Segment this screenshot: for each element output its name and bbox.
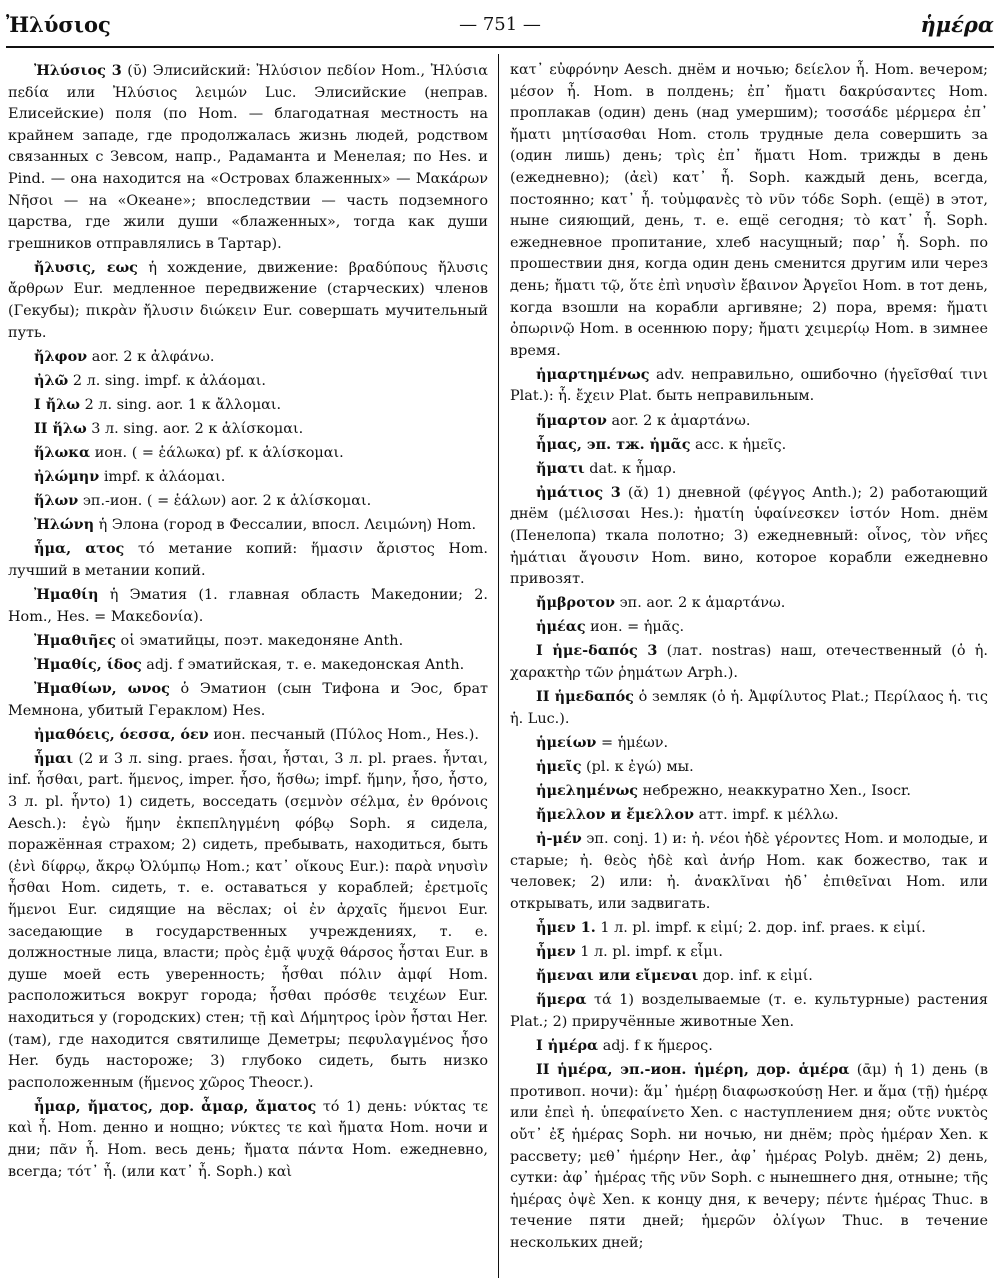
entry-headword: ἧμαι (34, 749, 74, 767)
entry-text: τό метание копий: ἥμασιν ἄριστος Hom. лучший в метании копий. (8, 541, 488, 580)
entry-text: 1 л. pl. impf. к εἶμι. (575, 944, 723, 961)
entry-headword: ἥλωκα (34, 444, 91, 462)
entry-headword: Ἠμαθίς, ίδος (34, 655, 142, 673)
entry-headword: ἦμαρ, ἤματος, дор. ἆμαρ, ἄματος (34, 1097, 317, 1115)
entry-headword: I ἡμέρα (536, 1037, 599, 1055)
entry-text: τά 1) возделываемые (т. е. культурные) растения Plat.; 2) приручённые животные Xen. (510, 992, 988, 1030)
dictionary-entry (8, 538, 488, 582)
entry-text: aor. 2 к ἀλφάνω. (87, 348, 215, 365)
dictionary-entry (510, 804, 988, 827)
left-running-head: Ἠλύσιος (6, 12, 111, 37)
entry-text: acc. к ἡμεῖς. (690, 436, 787, 453)
entry-headword: ἤλυσις, εως (34, 258, 138, 276)
dictionary-entry (510, 732, 988, 755)
entry-text: ἡ Эматия (1. главная область Македонии; 2. Hom., Hes. = Μακεδονία). (8, 587, 488, 625)
dictionary-entry (510, 434, 988, 457)
entry-headword: ἤμεναι или εἴμεναι (536, 967, 699, 985)
entry-text: дор. inf. к εἰμί. (698, 968, 813, 985)
entry-text: = ἡμέων. (596, 734, 669, 751)
entry-headword: ἡμέας (536, 618, 586, 636)
dictionary-entry (510, 941, 988, 964)
entry-headword: II ἥλω (34, 420, 87, 437)
dictionary-entry (8, 1096, 488, 1183)
dictionary-entry (510, 60, 988, 362)
entry-text: ἡ Элона (город в Фессалии, впосл. Λειμώνη) Hom. (94, 517, 477, 534)
entry-headword: I ἡμε-δαπός 3 (536, 642, 658, 660)
left-column (8, 60, 488, 1278)
dictionary-entry (510, 364, 988, 408)
entry-text: 1 л. pl. impf. к εἰμί; 2. дор. inf. praes. к εἰμί. (595, 920, 926, 937)
dictionary-entry (8, 490, 488, 513)
entry-text: impf. к ἀλάομαι. (99, 469, 226, 486)
dictionary-entry (510, 1059, 988, 1254)
entry-headword: ἤλφον (34, 347, 88, 365)
entry-text: атт. impf. к μέλλω. (694, 807, 839, 824)
dictionary-entry (8, 60, 488, 255)
entry-text: ион. песчаный (Πύλος Hom., Hes.). (208, 726, 479, 743)
dictionary-entry (510, 686, 988, 730)
entry-text: (2 и 3 л. sing. praes. ἧσαι, ἧσται, 3 л. pl. praes. ἧνται, inf. ἧσθαι, part. ἥμενος, imper. ἧσο, ἥσθω; impf. ἥμην, ἧσο, ἧστο, 3 л. pl. ἧντο) 1) сидеть, восседать (σεμνὸν σέλμα, ἐν θρόνοις Aesch.): ἐγὼ ἥμην ἐκπεπληγμένη φόβῳ Soph. я сидела, поражённая страхом; 2) сидеть, пребывать, находиться, быть (ἐνὶ δίφρῳ, ἄκρῳ Ὀλύμπῳ Hom.; κατ᾽ οἴκους Eur.): παρὰ νηυσὶν ἧσθαι Hom. сидеть, т. е. оставаться у кораблей; ἐρετμοῖς ἥμενοι Eur. сидящие на вёслах; οἱ ἐν ἀρχαῖς ἥμενοι Eur. заседающие в государственных учреждениях, т. е. должностные лица, власти; πρὸς ἐμᾷ ψυχᾷ θάρσος ἧσται Eur. в душе моей есть уверенность; ἧσθαι πόλιν ἀμφί Hom. расположиться вокруг города; ἧσθαι πρόσθε τειχέων Eur. находиться у (городских) стен; τῇ καὶ Δήμητρος ἱρὸν ἧσται Her. (там), где находится святилище Деметры; πεφυλαγμένος ἧσο Her. будь настороже; 3) глубоко сидеть, быть низко расположенным (ἥμενος χῶρος Theocr.). (8, 750, 488, 1091)
entry-headword: ἤμβροτον (536, 594, 615, 612)
entry-text: (ῠ) Элисийский: Ἠλύσιον πεδίον Hom., Ἠλύσια πεδία или Ἠλύσιος λειμών Luc. Элисийские (неправ. Елисейские) поля (по Hom. — благодатная местность на крайнем западе, где продолжалась жизнь людей, родством связанных с Зевсом, напр., Радаманта и Менелая; по Hes. и Pind. — она находится на «Островах блаженных» — Μακάρων Νῆσοι — на «Океане»; впоследствии — часть подземного царства, где жили души «блаженных», тогда как души грешников отправлялись в Тартар). (8, 63, 488, 252)
entry-text: adj. f к ἥμερος. (598, 1038, 713, 1055)
entry-headword: ἠμαθόεις, όεσσα, όεν (34, 725, 209, 743)
column-divider (498, 54, 499, 1278)
entry-text: 3 л. sing. aor. 2 к ἁλίσκομαι. (86, 421, 304, 437)
entry-headword: ἡμελημένως (536, 782, 639, 799)
dictionary-entry (8, 654, 488, 677)
entry-text: (ᾱμ) ἡ 1) день (в противоп. ночи): ἅμ᾽ ἡμέρῃ διαφωσκούσῃ Her. и ἅμα (τῇ) ἡμέρᾳ или ἐπεὶ ἡ. ὑπεφαίνετο Xen. с наступлением дня; οὔτε νυκτὸς οὔτ᾽ ἐξ ἡμέρας Soph. ни ночью, ни днём; πρὸς ἡμέραν Xen. к рассвету; μεθ᾽ ἡμέρην Her., ἀφ᾽ ἡμέρας Polyb. днём; 2) день, сутки: ἀφ᾽ ἡμέρας τῆς νῦν Soph. с нынешнего дня, отныне; τῆς ἡμέρας ὀψὲ Xen. к концу дня, к вечеру; πέντε ἡμέρας Thuc. в течение пяти дней; ἡμερῶν ὀλίγων Thuc. в течение нескольких дней; (510, 1062, 988, 1251)
entry-headword: ἠ-μέν (536, 830, 582, 848)
dictionary-entry (510, 756, 988, 779)
dictionary-entry (510, 616, 988, 639)
entry-headword: ἠλώμην (34, 468, 100, 486)
entry-text: dat. к ἦμαρ. (584, 460, 677, 477)
entry-headword: ἦμεν (536, 943, 576, 961)
dictionary-entry (510, 989, 988, 1033)
dictionary-entry (8, 724, 488, 747)
entry-text: ἡ хождение, движение: βραδύπους ἤλυσις ἄρθρων Eur. медленное передвижение (старческих) членов (Гекубы); πικρὰν ἤλυσιν διώκειν Eur. совершать мучительный путь. (8, 259, 488, 341)
dictionary-entry (8, 346, 488, 369)
dictionary-entry (510, 458, 988, 481)
entry-text: эп. conj. 1) и: ἠ. νέοι ἠδὲ γέροντες Hom. и молодые, и старые; ἠ. θεὸς ἠδὲ καὶ ἀνήρ Hom. как божество, так и человек; 2) или: ἠ. ἀνακλῖναι ἠδ᾽ ἐπιθεῖναι Hom. или открывать, или задвигать. (510, 831, 988, 912)
entry-headword: II ἡμεδαπός (536, 688, 634, 706)
entry-headword: ἥμαρτον (536, 411, 607, 429)
dictionary-entry (8, 514, 488, 537)
dictionary-entry (510, 965, 988, 988)
entry-headword: Ἠμαθιῆες (34, 631, 116, 649)
entry-text: aor. 2 к ἁμαρτάνω. (606, 412, 751, 429)
dictionary-entry (8, 584, 488, 628)
page-number: — 751 — (459, 14, 541, 35)
dictionary-entry (8, 748, 488, 1095)
entry-headword: Ἠλώνη (34, 516, 95, 534)
entry-text: (pl. к ἐγώ) мы. (581, 758, 694, 775)
entry-text: 2 л. sing. impf. к ἀλάομαι. (68, 372, 266, 389)
right-running-head: ἡμέρα (920, 12, 994, 37)
entry-headword: I ἤλω (34, 395, 80, 413)
entry-headword: Ἠμαθίη (34, 586, 99, 604)
entry-text: ион. ( = ἑάλωκα) pf. к ἁλίσκομαι. (90, 445, 344, 462)
entry-headword: ἡμείων (536, 733, 597, 751)
entry-headword: ἧμα, ατος (34, 540, 125, 558)
entry-text: τό 1) день: νύκτας τε καὶ ἦ. Hom. денно и нощно; νύκτες τε καὶ ἤματα Hom. ночи и дни; πᾶν ἦ. Hom. весь день; ἤματα πάντα Hom. ежедневно, всегда; τότ᾽ ἦ. (или κατ᾽ ἦ. Soph.) καὶ (8, 1098, 488, 1180)
entry-headword: ἥλων (34, 492, 79, 510)
entry-headword: ἤματι (536, 459, 585, 477)
right-column (510, 60, 988, 1278)
entry-text: οἱ эматийцы, поэт. македоняне Anth. (115, 632, 404, 649)
dictionary-entry (8, 257, 488, 344)
dictionary-entry (510, 482, 988, 591)
dictionary-entry (510, 1035, 988, 1058)
entry-text: (ᾰ) 1) дневной (φέγγος Anth.); 2) работающий днём (μέλισσαι Hes.): ἠματίη ὑφαίνεσκεν ἱστόν Hom. днём (Пенелопа) ткала полотно; 3) ежедневный: οἶνος, τὸν νῆες ἠμάτιαι ἄγουσιν Hom. вино, которое корабли ежедневно привозят. (510, 484, 988, 588)
entry-headword: ἡμεῖς (536, 757, 582, 775)
entry-text: ὁ земляк (ὁ ἡ. Ἀμφίλυτος Plat.; Περίλαος ἡ. τις ἡ. Luc.). (510, 689, 988, 727)
entry-text: эп. aor. 2 к ἁμαρτάνω. (615, 595, 786, 612)
entry-headword: Ἠμαθίων, ωνος (34, 680, 170, 698)
entry-text: adj. f эматийская, т. е. македонская Anth. (141, 656, 465, 673)
dictionary-entry (510, 828, 988, 915)
dictionary-entry (8, 630, 488, 653)
dictionary-entry (510, 410, 988, 433)
entry-headword: Ἠλύσιος 3 (34, 62, 122, 79)
entry-headword: ἠλῶ (34, 371, 69, 389)
entry-headword: ἤμελλον и ἔμελλον (536, 806, 694, 824)
dictionary-entry (510, 640, 988, 684)
dictionary-entry (8, 466, 488, 489)
dictionary-entry (510, 780, 988, 803)
entry-headword: ἥμερα (536, 991, 587, 1009)
entry-headword: II ἡμέρα, эп.-ион. ἡμέρη, дор. ἁμέρα (536, 1061, 850, 1079)
entry-text: небрежно, неаккуратно Xen., Isocr. (638, 783, 911, 799)
entry-text: ион. = ἡμᾶς. (585, 619, 685, 636)
entry-text: 2 л. sing. aor. 1 к ἄλλομαι. (80, 396, 282, 413)
dictionary-entry (8, 442, 488, 465)
dictionary-entry (8, 394, 488, 417)
entry-text: эп.-ион. ( = ἑάλων) aor. 2 к ἁλίσκομαι. (78, 493, 372, 510)
entry-text: adv. неправильно, ошибочно (ἡγεῖσθαί τινι Plat.): ἧ. ἔχειν Plat. быть неправильным. (510, 366, 988, 405)
dictionary-entry (510, 917, 988, 940)
entry-headword: ἦμεν 1. (536, 919, 596, 937)
entry-headword: ἠμάτιος 3 (536, 483, 621, 501)
dictionary-entry (8, 678, 488, 722)
dictionary-entry (8, 418, 488, 441)
header-rule (6, 46, 994, 48)
running-header (6, 12, 994, 42)
entry-text: κατ᾽ εὐφρόνην Aesch. днём и ночью; δείελον ἦ. Hom. вечером; μέσον ἦ. Hom. в полдень; ἐπ᾽ ἤματι δακρύσαντες Hom. проплакав (один) день (над умершим); τοσσάδε μέρμερα ἐπ᾽ ἤματι μητίσασθαι Hom. столь трудные дела совершить за (один лишь) день; τρὶς ἐπ᾽ ἤματι Hom. трижды в день (ежедневно); (ἀεὶ) κατ᾽ ἦ. Soph. каждый день, всегда, постоянно; κατ᾽ ἦ. τοὐμφανὲς τὸ νῦν τόδε Soph. (ещё) в этот, ныне сияющий, день, т. е. ещё сегодня; τὸ κατ᾽ ἦ. Soph. ежедневное пропитание, хлеб насущный; παρ᾽ ἦ. Soph. по прошествии дня, когда один день сменится другим или через день; ἤματι τῷ, ὅτε ἐπὶ νηυσὶν ἔβαινον Ἀργεῖοι Hom. в тот день, когда взошли на корабли аргивяне; 2) пора, время: ἤματι ὀπωρινῷ Hom. в осеннюю пору; ἤματι χειμερίῳ Hom. в зимнее время. (510, 62, 988, 359)
dictionary-entry (510, 592, 988, 615)
entry-text: ὁ Эматион (сын Тифона и Эос, брат Мемнона, убитый Гераклом) Hes. (8, 681, 488, 719)
dictionary-entry (8, 370, 488, 393)
entry-text: (лат. nostras) наш, отечественный (ὁ ἡ. χαρακτὴρ τῶν ῥημάτων Arph.). (510, 643, 988, 682)
entry-headword: ἧμας, эп. тж. ἡμᾶς (536, 435, 691, 453)
entry-headword: ἡμαρτημένως (536, 365, 650, 383)
